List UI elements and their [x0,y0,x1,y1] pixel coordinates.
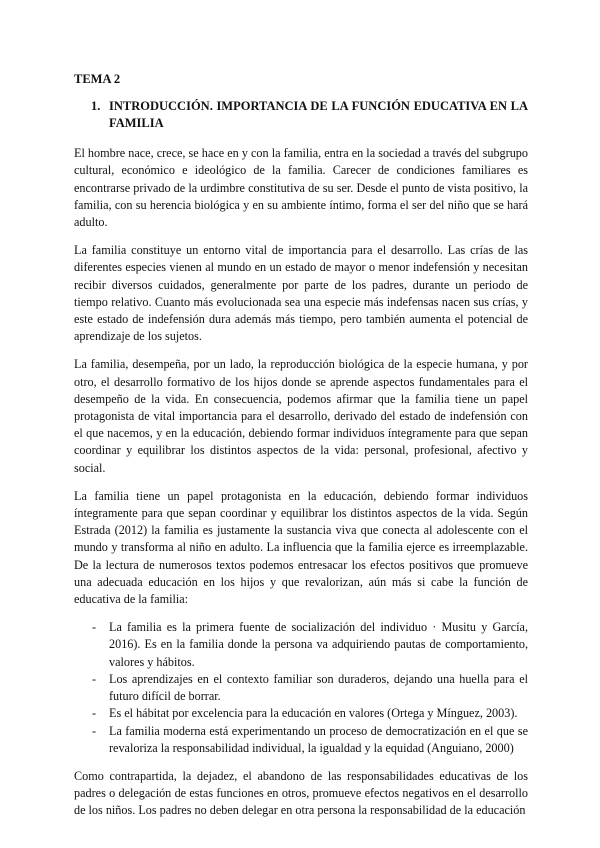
section-title: INTRODUCCIÓN. IMPORTANCIA DE LA FUNCIÓN EDUCATIVA EN LA FAMILIA [109,99,528,131]
paragraph: El hombre nace, crece, se hace en y con la familia, entra en la sociedad a través del subgrupo cultural, económico e ideológico de la familia. Carecer de condiciones familiares es encontrarse privado de la urdimbre constitutiva de su ser. Desde el punto de vista positivo, la familia, con su herencia biológica y en su ambiente íntimo, forma el ser del niño que se hará adulto. [74,146,528,230]
paragraph: La familia constituye un entorno vital de importancia para el desarrollo. Las crías de las diferentes especies vienen al mundo en un estado de mayor o menor indefensión y necesitan recibir diversos cuidados, generalmente por parte de los padres, durante un periodo de tiempo relativo. Cuanto más evolucionada sea una especie más indefensas nacen sus crías, y este estado de indefensión dura además más tiempo, pero también aumenta el potencial de aprendizaje de los sujetos. [74,243,528,344]
bullet-marker: - [92,706,97,721]
list-item [74,705,528,722]
paragraph: La familia, desempeña, por un lado, la reproducción biológica de la especie humana, y por otro, el desarrollo formativo de los hijos donde se aprende aspectos fundamentales para el desempeño de la vida. En consecuencia, podemos afirmar que la familia tiene un papel protagonista de vital importancia para el desarrollo, derivado del estado de indefensión con el que nacemos, y en la educación, debiendo formar individuos íntegramente para que sepan coordinar y equilibrar los distintos aspectos de la vida: personal, profesional, afectivo y social. [74,357,528,475]
bullet-marker: - [92,671,97,686]
section-number: 1. [91,99,101,114]
closing-paragraph: Como contrapartida, la dejadez, el abandono de las responsabilidades educativas de los padres o delegación de estas funciones en otros, promueve efectos negativos en el desarrollo de los niños. Los padres no deben delegar en otra persona la responsabilidad de la educación [74,768,528,818]
list-item-text: Los aprendizajes en el contexto familiar son duraderos, dejando una huella para el futuro difícil de borrar. [109,671,528,704]
list-item [74,723,528,757]
list-item [74,619,528,671]
section-heading [74,98,528,132]
bullet-marker: - [92,620,97,635]
list-item-text: La familia es la primera fuente de socialización del individuo · Musitu y García, 2016). Es en la familia donde la persona va adquiriendo pautas de comportamiento, valores y hábitos. [109,620,528,669]
bullet-marker: - [92,723,97,738]
bullet-list [74,619,528,757]
topic-label: TEMA 2 [74,72,121,86]
list-item-text: La familia moderna está experimentando un proceso de democratización en el que se revaloriza la responsabilidad individual, la igualdad y la equidad (Anguiano, 2000) [109,723,528,755]
paragraph: La familia tiene un papel protagonista en la educación, debiendo formar individuos íntegramente para que sepan coordinar y equilibrar los distintos aspectos de la vida. Según Estrada (2012) la familia es justamente la sustancia viva que conecta al adolescente con el mundo y transforma al niño en adulto. La influencia que la familia ejerce es irreemplazable. De la lectura de numerosos textos podemos entresacar los efectos positivos que promueve una adecuada educación en los hijos y que revalorizan, aún más si cabe la función de educativa de la familia: [74,488,528,607]
list-item [74,671,528,705]
list-item-text: Es el hábitat por excelencia para la educación en valores (Ortega y Mínguez, 2003). [109,706,518,721]
